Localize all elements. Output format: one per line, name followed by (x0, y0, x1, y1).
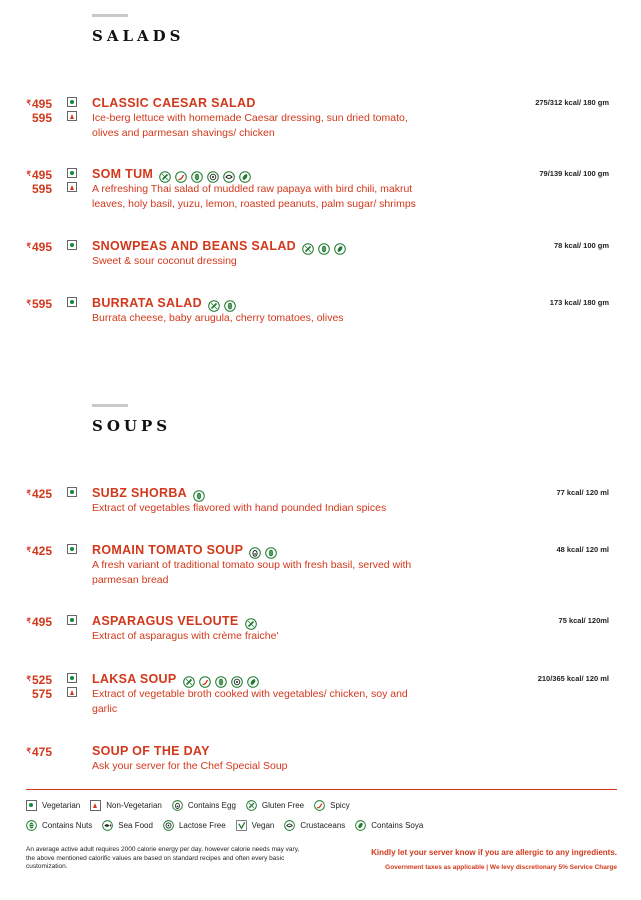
diet-marks (67, 297, 77, 311)
price-value: 425 (31, 487, 52, 501)
diet-marks (67, 168, 77, 196)
legend-label: Contains Egg (187, 801, 236, 810)
dish-name (92, 167, 255, 183)
currency-symbol: ₹ (26, 618, 31, 625)
dish-icons (245, 616, 261, 630)
currency-symbol: ₹ (26, 243, 31, 250)
currency-symbol: ₹ (26, 100, 31, 107)
dish-name (92, 296, 240, 312)
contains-soya-icon (247, 676, 259, 688)
legend-item (172, 800, 236, 811)
dish-name-text: SNOWPEAS AND BEANS SALAD (92, 239, 296, 253)
gluten-free-icon (159, 171, 171, 183)
price-value: 425 (31, 544, 52, 558)
dish-description: Extract of vegetable broth cooked with vegetables/ chicken, soy and garlic (92, 688, 408, 715)
dish-icons (159, 169, 255, 183)
price (26, 487, 52, 501)
legend-row (26, 820, 433, 833)
veg-mark-icon (67, 297, 77, 307)
diet-marks (67, 487, 77, 501)
currency-symbol: ₹ (26, 748, 31, 755)
dish-name-text: LAKSA SOUP (92, 672, 177, 686)
dish-name (92, 543, 281, 559)
price (26, 97, 52, 125)
calorie-info: 210/365 kcal/ 120 ml (537, 674, 609, 683)
veg-mark-icon (67, 673, 77, 683)
spicy-icon (175, 171, 187, 183)
section-title-salads: SALADS (92, 27, 185, 45)
price (26, 168, 52, 196)
dish-name-text: CLASSIC CAESAR SALAD (92, 96, 256, 110)
contains-nuts-icon (318, 243, 330, 255)
dish-name-text: BURRATA SALAD (92, 296, 202, 310)
dish-name-text: ROMAIN TOMATO SOUP (92, 543, 244, 557)
contains-nuts-icon (191, 171, 203, 183)
veg-mark-icon (67, 487, 77, 497)
dish-name (92, 486, 209, 502)
legend-label: Vegetarian (42, 801, 81, 810)
price-value: 595 (31, 111, 52, 125)
legend-item (314, 800, 350, 811)
non-veg-mark-icon (67, 687, 77, 697)
calorie-info: 79/139 kcal/ 100 gm (539, 169, 609, 178)
currency-symbol: ₹ (26, 300, 31, 307)
price (26, 673, 52, 701)
dish-description: A fresh variant of traditional tomato soup with fresh basil, served with parmesan bread (92, 559, 412, 586)
price (26, 297, 52, 311)
contains-nuts-icon (265, 547, 277, 559)
currency-symbol: ₹ (26, 547, 31, 554)
dish-icons (302, 241, 350, 255)
price-value: 595 (31, 182, 52, 196)
contains-egg-icon (172, 800, 183, 811)
legend-item (90, 800, 162, 811)
legend-item (246, 800, 304, 811)
vegan-icon (236, 820, 247, 831)
section-title-soups: SOUPS (92, 417, 172, 435)
legend-item (102, 820, 153, 831)
price-value: 495 (31, 615, 52, 629)
price-value: 475 (31, 745, 52, 759)
calorie-info: 77 kcal/ 120 ml (556, 488, 609, 497)
legend-item (355, 820, 423, 831)
price-value: 595 (31, 297, 52, 311)
crustaceans-icon (284, 820, 295, 831)
dish-icons (193, 488, 209, 502)
legend-divider (26, 789, 617, 790)
legend-label: Gluten Free (261, 801, 305, 810)
legend-label: Contains Soya (371, 821, 424, 830)
spicy-icon (199, 676, 211, 688)
diet-marks (67, 97, 77, 125)
diet-marks (67, 615, 77, 629)
lactose-free-icon (163, 820, 174, 831)
spicy-icon (314, 800, 325, 811)
sea-food-icon (102, 820, 113, 831)
dish-name (92, 96, 256, 110)
legend-item (284, 820, 345, 831)
dish-name-text: SOUP OF THE DAY (92, 744, 210, 758)
calorie-disclaimer: An average active adult requires 2000 calorie energy per day, however calorie needs may vary, the above mentioned calorific values are based on standard recipes and often every basic customization. (26, 846, 300, 870)
gluten-free-icon (246, 800, 257, 811)
price-value: 575 (31, 687, 52, 701)
calorie-info: 173 kcal/ 180 gm (549, 298, 609, 307)
contains-nuts-icon (26, 820, 37, 831)
dish-icons (249, 545, 281, 559)
allergy-note: Kindly let your server know if you are allergic to any ingredients. (371, 848, 617, 857)
dish-name (92, 744, 210, 758)
price-value: 495 (31, 97, 52, 111)
price (26, 615, 52, 629)
legend-item (26, 820, 92, 831)
legend-item (163, 820, 226, 831)
dish-description: Sweet & sour coconut dressing (92, 255, 237, 267)
section-rule (92, 14, 128, 17)
dish-description: Ice-berg lettuce with homemade Caesar dressing, sun dried tomato, olives and parmesan shavings/ chicken (92, 112, 408, 139)
dish-description: Extract of vegetables flavored with hand pounded Indian spices (92, 502, 387, 514)
currency-symbol: ₹ (26, 171, 31, 178)
veg-mark-icon (67, 168, 77, 178)
contains-nuts-icon (224, 300, 236, 312)
veg-mark-icon (67, 240, 77, 250)
contains-soya-icon (355, 820, 366, 831)
calorie-info: 75 kcal/ 120ml (558, 616, 609, 625)
dish-name-text: SOM TUM (92, 167, 154, 181)
dish-description: A refreshing Thai salad of muddled raw papaya with bird chili, makrut leaves, holy basil, yuzu, lemon, roasted peanuts, palm sugar/ shrimps (92, 183, 416, 210)
non-veg-mark-icon (67, 182, 77, 192)
legend-label: Contains Nuts (42, 821, 93, 830)
veg-mark-icon (26, 800, 37, 811)
contains-soya-icon (239, 171, 251, 183)
veg-mark-icon (67, 544, 77, 554)
non-veg-mark-icon (90, 800, 101, 811)
diet-marks (67, 673, 77, 701)
lactose-free-icon (207, 171, 219, 183)
legend-label: Non-Vegetarian (106, 801, 162, 810)
non-veg-mark-icon (67, 111, 77, 121)
price-value: 525 (31, 673, 52, 687)
price (26, 240, 52, 254)
legend-item (236, 820, 275, 831)
veg-mark-icon (67, 97, 77, 107)
crustaceans-icon (223, 171, 235, 183)
dish-name (92, 672, 263, 688)
calorie-info: 48 kcal/ 120 ml (556, 545, 609, 554)
dish-description: Ask your server for the Chef Special Soup (92, 760, 288, 772)
lactose-free-icon (231, 676, 243, 688)
legend-label: Crustaceans (300, 821, 346, 830)
dish-name (92, 614, 261, 630)
legend-label: Lactose Free (178, 821, 226, 830)
taxes-note: Government taxes as applicable | We levy discretionary 5% Service Charge (385, 864, 617, 871)
veg-mark-icon (67, 615, 77, 625)
price-value: 495 (31, 168, 52, 182)
calorie-info: 275/312 kcal/ 180 gm (535, 98, 609, 107)
legend-label: Vegan (251, 821, 275, 830)
calorie-info: 78 kcal/ 100 gm (553, 241, 609, 250)
contains-nuts-icon (193, 490, 205, 502)
price-value: 495 (31, 240, 52, 254)
price (26, 745, 52, 759)
currency-symbol: ₹ (26, 490, 31, 497)
section-rule (92, 404, 128, 407)
price (26, 544, 52, 558)
dish-icons (208, 298, 240, 312)
legend-item (26, 800, 80, 811)
gluten-free-icon (245, 618, 257, 630)
dish-description: Extract of asparagus with crème fraiche' (92, 630, 279, 642)
gluten-free-icon (208, 300, 220, 312)
dish-icons (183, 674, 263, 688)
diet-marks (67, 544, 77, 558)
currency-symbol: ₹ (26, 676, 31, 683)
diet-marks (67, 240, 77, 254)
legend-label: Spicy (330, 801, 350, 810)
contains-egg-icon (249, 547, 261, 559)
dish-name-text: ASPARAGUS VELOUTE (92, 614, 239, 628)
dish-description: Burrata cheese, baby arugula, cherry tomatoes, olives (92, 312, 344, 324)
legend-label: Sea Food (118, 821, 153, 830)
contains-soya-icon (334, 243, 346, 255)
contains-nuts-icon (215, 676, 227, 688)
legend-row (26, 800, 360, 813)
dish-name-text: SUBZ SHORBA (92, 486, 187, 500)
gluten-free-icon (183, 676, 195, 688)
dish-name (92, 239, 350, 255)
gluten-free-icon (302, 243, 314, 255)
